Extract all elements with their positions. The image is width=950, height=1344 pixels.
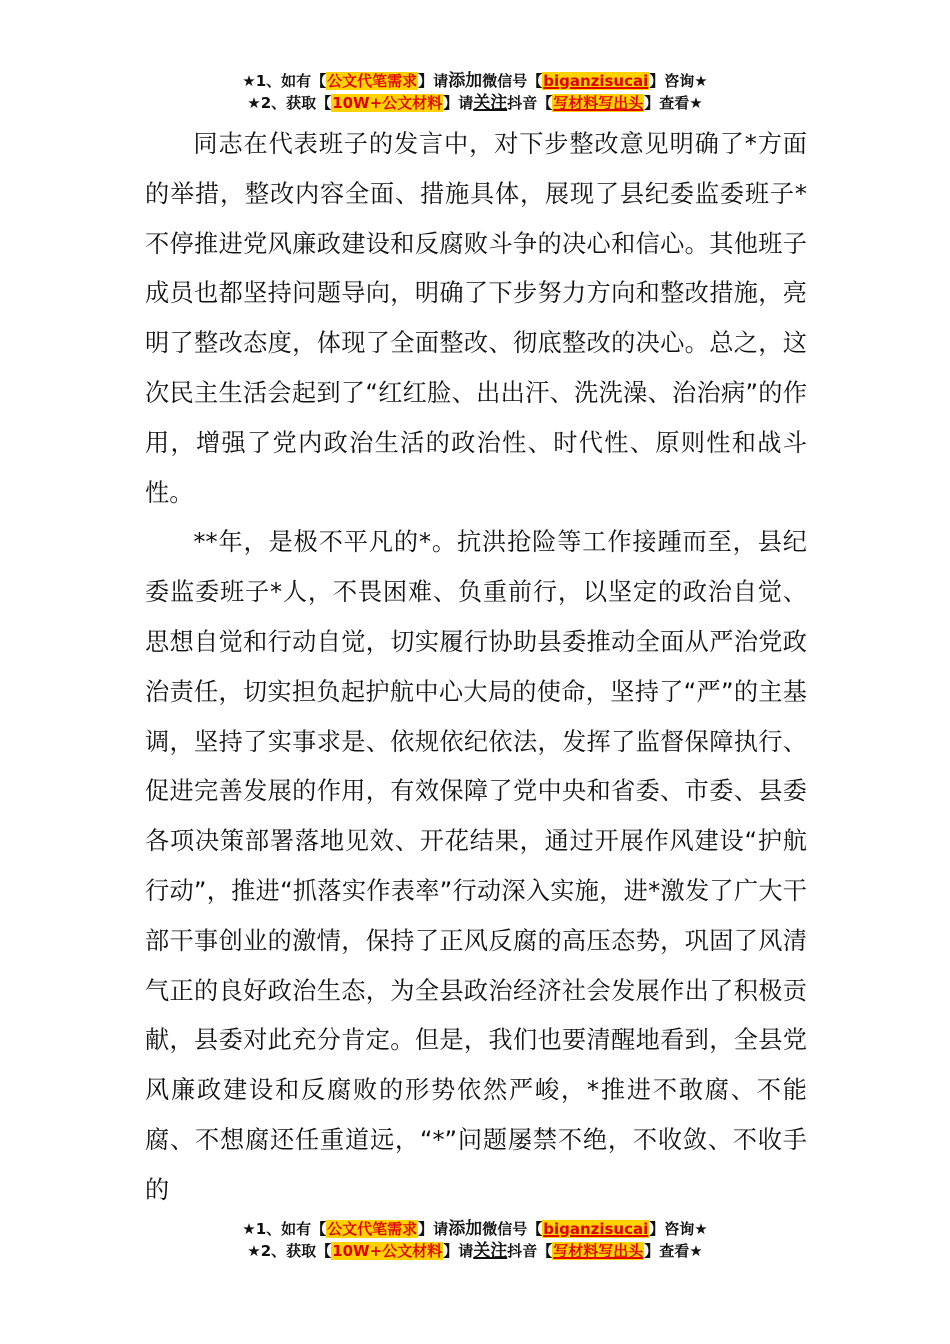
- banner-text: ★1、如有【: [242, 1220, 327, 1238]
- banner-line-2: [0, 92, 950, 114]
- document-body: [145, 120, 807, 1216]
- banner-text: ★1、如有【: [242, 72, 327, 90]
- highlight-douyin-account: 写材料写出头: [553, 94, 644, 112]
- banner-emphasis: 关注: [473, 1241, 508, 1261]
- banner-text: 微信号【: [482, 1220, 543, 1238]
- banner-text: 】请: [418, 72, 449, 90]
- highlight-materials: 10W+公文材料: [332, 1242, 443, 1260]
- banner-text: 】咨询★: [649, 1220, 708, 1238]
- banner-text: 】请: [418, 1220, 449, 1238]
- highlight-service: 公文代笔需求: [327, 1220, 418, 1238]
- banner-emphasis: 添加: [448, 1219, 483, 1239]
- banner-text: 抖音【: [507, 1242, 553, 1260]
- highlight-douyin-account: 写材料写出头: [553, 1242, 644, 1260]
- highlight-wechat-id: biganzisucai: [543, 72, 649, 90]
- paragraph: 同志在代表班子的发言中，对下步整改意见明确了*方面的举措，整改内容全面、措施具体，展现了县纪委监委班子*不停推进党风廉政建设和反腐败斗争的决心和信心。其他班子成员也都坚持问题导向，明确了下步努力方向和整改措施，亮明了整改态度，体现了全面整改、彻底整改的决心。总之，这次民主生活会起到了“红红脸、出出汗、洗洗澡、治治病”的作用，增强了党内政治生活的政治性、时代性、原则性和战斗性。: [145, 130, 807, 507]
- banner-text: 】查看★: [644, 1242, 703, 1260]
- banner-line-1: [0, 70, 950, 92]
- paragraph: **年，是极不平凡的*。抗洪抢险等工作接踵而至，县纪委监委班子*人，不畏困难、负重前行，以坚定的政治自觉、思想自觉和行动自觉，切实履行协助县委推动全面从严治党政治责任，切实担负起护航中心大局的使命，坚持了“严”的主基调，坚持了实事求是、依规依纪依法，发挥了监督保障执行、促进完善发展的作用，有效保障了党中央和省委、市委、县委各项决策部署落地见效、开花结果，通过开展作风建设“护航行动”，推进“抓落实作表率”行动深入实施，进*激发了广大干部干事创业的激情，保持了正风反腐的高压态势，巩固了风清气正的良好政治生态，为全县政治经济社会发展作出了积极贡献，县委对此充分肯定。但是，我们也要清醒地看到，全县党风廉政建设和反腐败的形势依然严峻，*推进不敢腐、不能腐、不想腐还任重道远，“*”问题屡禁不绝，不收敛、不收手的: [145, 528, 807, 1204]
- header-banner: [0, 70, 950, 114]
- banner-text: 】请: [443, 94, 474, 112]
- banner-text: 】查看★: [644, 94, 703, 112]
- banner-text: 微信号【: [482, 72, 543, 90]
- banner-text: ★2、获取【: [247, 94, 332, 112]
- banner-line-2: [0, 1240, 950, 1262]
- banner-text: ★2、获取【: [247, 1242, 332, 1260]
- banner-text: 抖音【: [507, 94, 553, 112]
- banner-line-1: [0, 1218, 950, 1240]
- highlight-service: 公文代笔需求: [327, 72, 418, 90]
- footer-banner: [0, 1218, 950, 1262]
- banner-emphasis: 添加: [448, 71, 483, 91]
- highlight-wechat-id: biganzisucai: [543, 1220, 649, 1238]
- banner-text: 】请: [443, 1242, 474, 1260]
- highlight-materials: 10W+公文材料: [332, 94, 443, 112]
- banner-text: 】咨询★: [649, 72, 708, 90]
- banner-emphasis: 关注: [473, 93, 508, 113]
